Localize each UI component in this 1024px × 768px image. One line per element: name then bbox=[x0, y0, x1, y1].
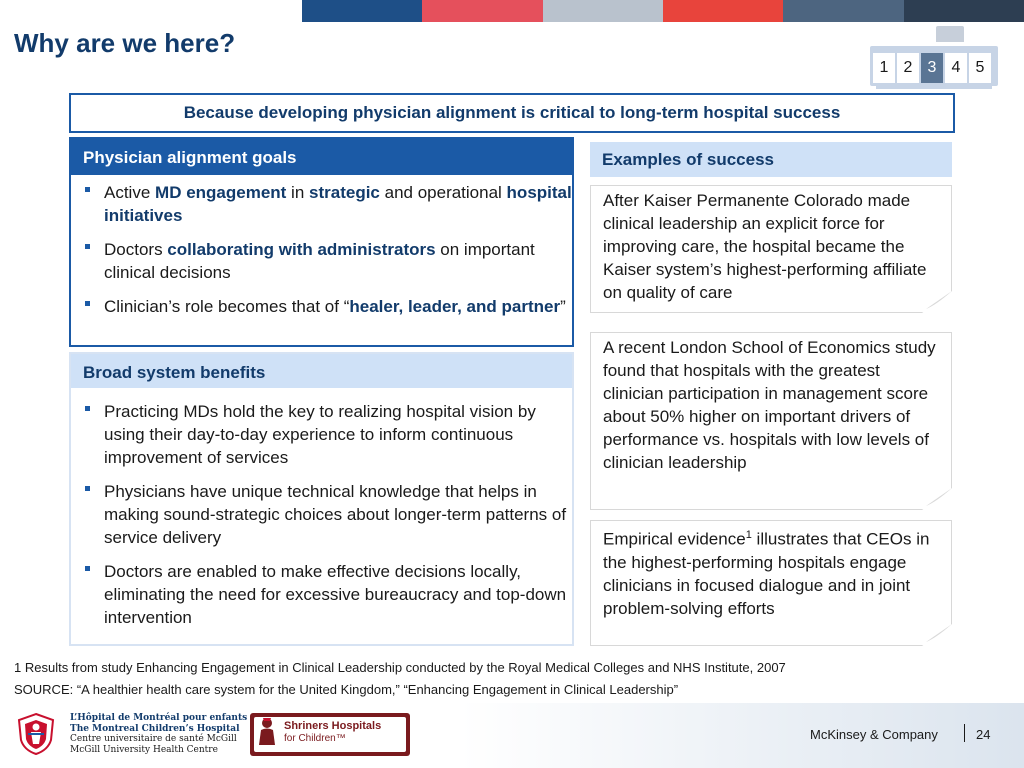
bullet-icon bbox=[85, 187, 90, 192]
stripe bbox=[543, 0, 663, 22]
example-card-text: After Kaiser Permanente Colorado made clinical leadership an explicit force for improving care, the hospital became the Kaiser system’s highest-performing affiliate on quality of care bbox=[603, 191, 927, 302]
list-item: Doctors are enabled to make effective decisions locally, eliminating the need for excessive bureaucracy and top-down intervention bbox=[71, 560, 572, 629]
montreal-childrens-hospital-logo-icon bbox=[16, 712, 56, 756]
bullet-icon bbox=[85, 244, 90, 249]
benefits-panel bbox=[69, 352, 574, 646]
header-color-stripes bbox=[302, 0, 1024, 22]
bullet-icon bbox=[85, 301, 90, 306]
example-card-lse bbox=[590, 332, 952, 510]
pager-page-1[interactable]: 1 bbox=[873, 53, 895, 83]
page-number: 24 bbox=[976, 727, 991, 742]
example-card-kaiser bbox=[590, 185, 952, 313]
stripe bbox=[663, 0, 783, 22]
key-message-banner: Because developing physician alignment is critical to long-term hospital success bbox=[69, 93, 955, 133]
list-item: Active MD engagement in strategic and operational hospital initiatives bbox=[71, 181, 572, 227]
page-title: Why are we here? bbox=[14, 28, 236, 58]
examples-title: Examples of success bbox=[590, 142, 952, 177]
list-item: Clinician’s role becomes that of “healer, leader, and partner” bbox=[71, 295, 572, 318]
footnote: 1 Results from study Enhancing Engagement in Clinical Leadership conducted by the Royal Medical Colleges and NHS Institute, 2007 bbox=[14, 660, 786, 675]
stripe bbox=[783, 0, 903, 22]
list-item: Physicians have unique technical knowledge that helps in making sound-strategic choices about longer-term patterns of service delivery bbox=[71, 480, 572, 549]
section-pager bbox=[870, 26, 1000, 88]
stripe bbox=[904, 0, 1024, 22]
pager-page-3[interactable]: 3 bbox=[921, 53, 943, 83]
bullet-icon bbox=[85, 566, 90, 571]
source-note: SOURCE: “A healthier health care system for the United Kingdom,” “Enhancing Engagement in Clinical Leadership” bbox=[14, 682, 679, 697]
shriners-figure-icon bbox=[256, 716, 278, 745]
pager-page-2[interactable]: 2 bbox=[897, 53, 919, 83]
pager-page-4[interactable]: 4 bbox=[945, 53, 967, 83]
stripe bbox=[302, 0, 422, 22]
montreal-childrens-hospital-logo-text: L’Hôpital de Montréal pour enfants The Montreal Children’s Hospital Centre universitaire de santé McGill McGill University Health Centre bbox=[70, 713, 248, 755]
list-item: Practicing MDs hold the key to realizing hospital vision by using their day-to-day experience to inform continuous improvement of services bbox=[71, 400, 572, 469]
benefits-list bbox=[71, 388, 572, 629]
page-curl-icon bbox=[922, 488, 952, 510]
pager-page-5[interactable]: 5 bbox=[969, 53, 991, 83]
list-item: Doctors collaborating with administrators on important clinical decisions bbox=[71, 238, 572, 284]
shriners-hospitals-logo: Shriners Hospitals for Children™ bbox=[250, 713, 410, 756]
example-card-text: Empirical evidence bbox=[603, 529, 746, 549]
stripe bbox=[422, 0, 542, 22]
page-curl-icon bbox=[922, 624, 952, 646]
footnote-marker: 1 bbox=[745, 529, 752, 541]
brand-name: McKinsey & Company bbox=[810, 727, 938, 742]
goals-panel-title: Physician alignment goals bbox=[71, 139, 572, 175]
page-curl-icon bbox=[922, 291, 952, 313]
goals-panel bbox=[69, 137, 574, 347]
footer-divider bbox=[964, 724, 965, 742]
benefits-panel-title: Broad system benefits bbox=[71, 354, 572, 388]
goals-list bbox=[71, 175, 572, 318]
example-card-evidence bbox=[590, 520, 952, 646]
example-card-text: A recent London School of Economics study found that hospitals with the greatest clinician participation in management score about 50% higher on important drivers of performance vs. hospitals with low levels of clinician leadership bbox=[603, 338, 936, 472]
bullet-icon bbox=[85, 406, 90, 411]
pager-indicator bbox=[936, 26, 964, 42]
pager-base bbox=[876, 86, 992, 89]
example-card-text: illustrates that CEOs in the highest-performing hospitals engage clinicians in focused dialogue and in joint problem-solving efforts bbox=[603, 529, 930, 618]
bullet-icon bbox=[85, 486, 90, 491]
